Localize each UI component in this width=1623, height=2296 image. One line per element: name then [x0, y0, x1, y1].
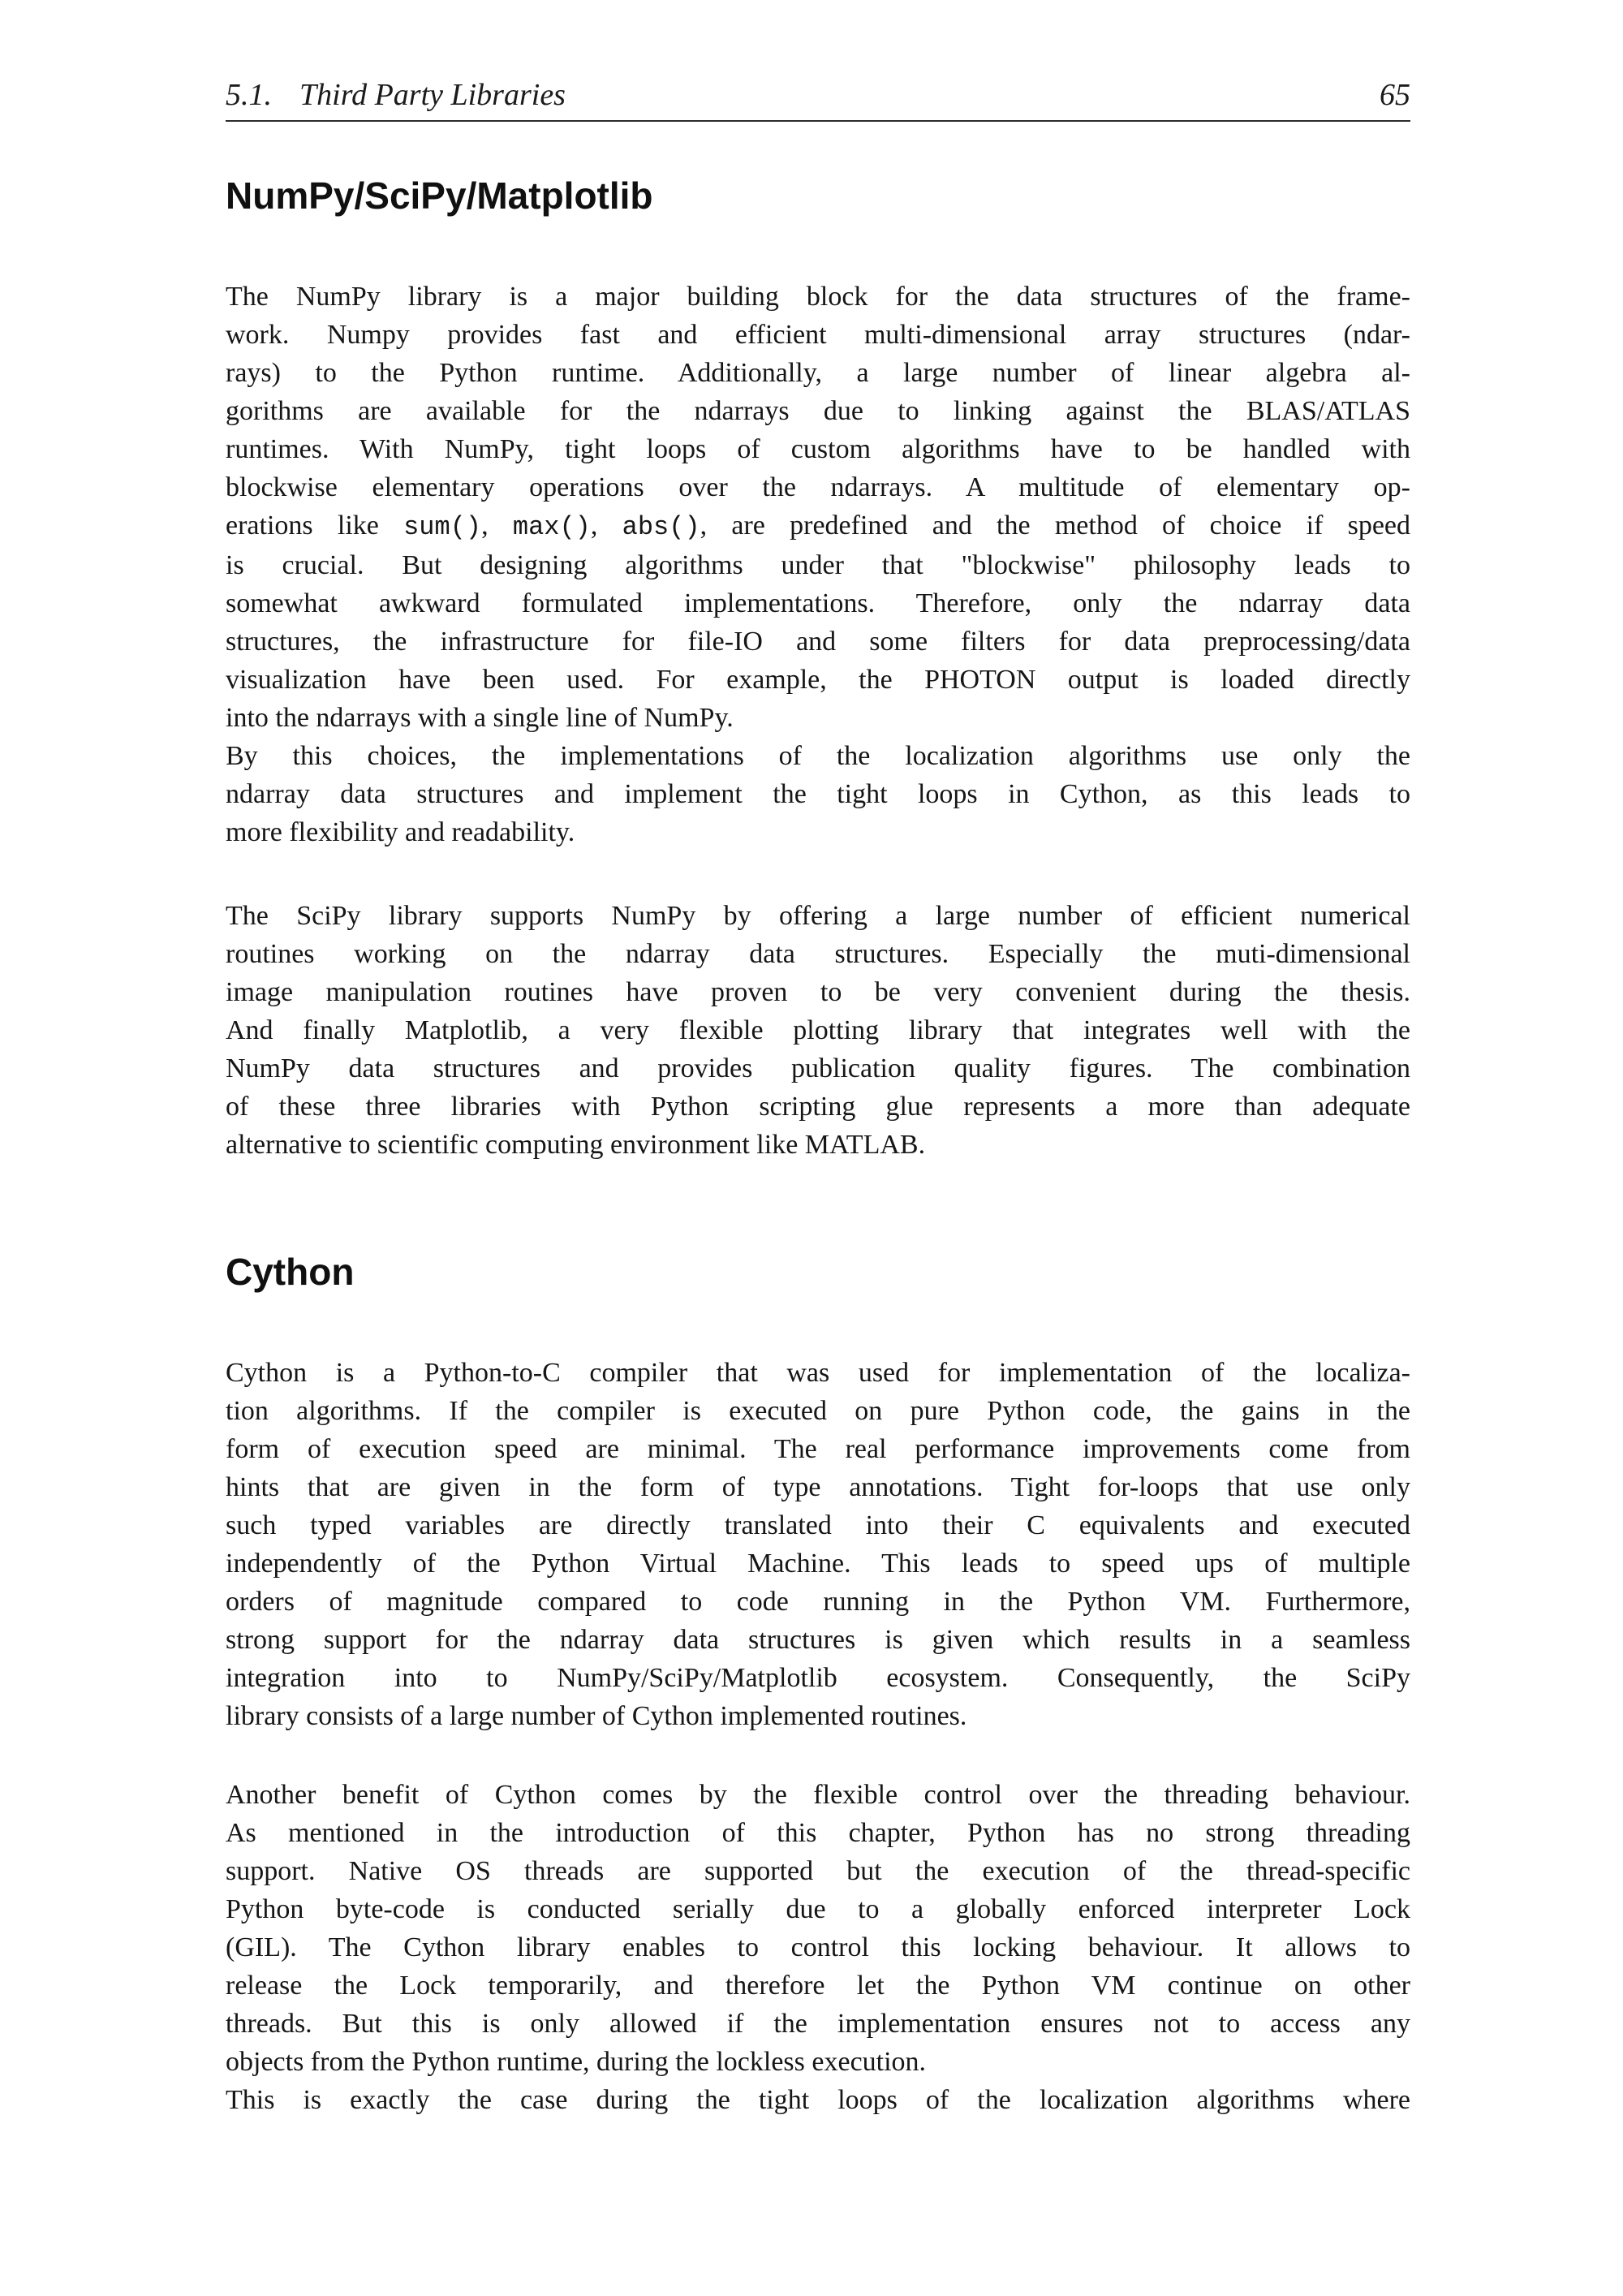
text-line: tion algorithms. If the compiler is executed on pure Python code, the gains in the [226, 1396, 1410, 1426]
text-line: work. Numpy provides fast and efficient multi-dimensional array structures (ndar- [226, 320, 1410, 350]
text-line: rays) to the Python runtime. Additionally, a large number of linear algebra al- [226, 358, 1410, 388]
paragraph [226, 1776, 1410, 2081]
inline-code-sum: sum() [403, 512, 482, 542]
text-line: integration into to NumPy/SciPy/Matplotlib ecosystem. Consequently, the SciPy [226, 1663, 1410, 1693]
text-line: into the ndarrays with a single line of NumPy. [226, 703, 734, 733]
text-line: structures, the infrastructure for file-IO and some filters for data preprocessing/data [226, 627, 1410, 657]
text-line: Cython is a Python-to-C compiler that was used for implementation of the localiza- [226, 1358, 1410, 1388]
paragraph [226, 278, 1410, 506]
header-section-title [226, 78, 566, 112]
page-number: 65 [1380, 78, 1410, 112]
text-line: orders of magnitude compared to code running in the Python VM. Furthermore, [226, 1587, 1410, 1617]
text-segment: erations like [226, 510, 404, 541]
text-line: form of execution speed are minimal. The real performance improvements come from [226, 1434, 1410, 1464]
text-line: image manipulation routines have proven to be very convenient during the thesis. [226, 977, 1410, 1007]
text-line: of these three libraries with Python scripting glue represents a more than adequate [226, 1092, 1410, 1122]
text-line: And finally Matplotlib, a very flexible plotting library that integrates well with the [226, 1015, 1410, 1045]
text-line: release the Lock temporarily, and therefore let the Python VM continue on other [226, 1971, 1410, 2001]
paragraph [226, 897, 1410, 1164]
section-heading-cython: Cython [226, 1251, 355, 1293]
text-line: alternative to scientific computing environment like MATLAB. [226, 1130, 926, 1160]
text-line: Python byte-code is conducted serially due to a globally enforced interpreter Lock [226, 1894, 1410, 1924]
text-line: The NumPy library is a major building block for the data structures of the frame- [226, 282, 1410, 312]
text-line: is crucial. But designing algorithms under that "blockwise" philosophy leads to [226, 550, 1410, 580]
text-line: objects from the Python runtime, during the lockless execution. [226, 2047, 927, 2077]
inline-code-max: max() [512, 512, 591, 542]
text-segment: , are predefined and the method of choice if speed [700, 510, 1411, 541]
paragraph [226, 546, 1410, 737]
text-line: library consists of a large number of Cython implemented routines. [226, 1701, 967, 1731]
inline-code-abs: abs() [622, 512, 700, 542]
header-rule [226, 120, 1410, 122]
text-line: This is exactly the case during the tight loops of the localization algorithms where [226, 2085, 1410, 2115]
text-line: routines working on the ndarray data structures. Especially the muti-dimensional [226, 939, 1410, 969]
paragraph [226, 737, 1410, 851]
section-heading-numpy-scipy-matplotlib: NumPy/SciPy/Matplotlib [226, 174, 653, 217]
text-line: The SciPy library supports NumPy by offering a large number of efficient numerical [226, 901, 1410, 931]
text-line: By this choices, the implementations of the localization algorithms use only the [226, 741, 1410, 771]
text-line: more flexibility and readability. [226, 817, 575, 847]
text-line: somewhat awkward formulated implementations. Therefore, only the ndarray data [226, 588, 1410, 618]
text-line: threads. But this is only allowed if the implementation ensures not to access any [226, 2009, 1410, 2039]
running-header [226, 78, 1410, 112]
text-line: blockwise elementary operations over the ndarrays. A multitude of elementary op- [226, 472, 1410, 502]
text-line: Another benefit of Cython comes by the flexible control over the threading behaviour. [226, 1780, 1410, 1810]
text-line: hints that are given in the form of type annotations. Tight for-loops that use only [226, 1472, 1410, 1502]
paragraph [226, 1354, 1410, 1735]
text-line: gorithms are available for the ndarrays due to linking against the BLAS/ATLAS [226, 396, 1410, 426]
text-line: support. Native OS threads are supported but the execution of the thread-specific [226, 1856, 1410, 1886]
text-column [0, 78, 1623, 2119]
section-number: 5.1. [226, 78, 272, 112]
text-line: visualization have been used. For example, the PHOTON output is loaded directly [226, 665, 1410, 695]
section-name: Third Party Libraries [299, 78, 566, 112]
text-line: ndarray data structures and implement the tight loops in Cython, as this leads to [226, 779, 1410, 809]
text-line: such typed variables are directly translated into their C equivalents and executed [226, 1510, 1410, 1540]
paragraph [226, 2081, 1410, 2119]
text-line: As mentioned in the introduction of this chapter, Python has no strong threading [226, 1818, 1410, 1848]
paragraph-code-line [226, 506, 1410, 546]
text-segment: , [481, 510, 513, 541]
text-line: strong support for the ndarray data structures is given which results in a seamless [226, 1625, 1410, 1655]
text-line [226, 506, 1410, 546]
text-segment: , [590, 510, 622, 541]
text-line: runtimes. With NumPy, tight loops of custom algorithms have to be handled with [226, 434, 1410, 464]
text-line: independently of the Python Virtual Machine. This leads to speed ups of multiple [226, 1549, 1410, 1579]
text-line: (GIL). The Cython library enables to control this locking behaviour. It allows to [226, 1932, 1410, 1962]
text-line: NumPy data structures and provides publication quality figures. The combination [226, 1053, 1410, 1083]
